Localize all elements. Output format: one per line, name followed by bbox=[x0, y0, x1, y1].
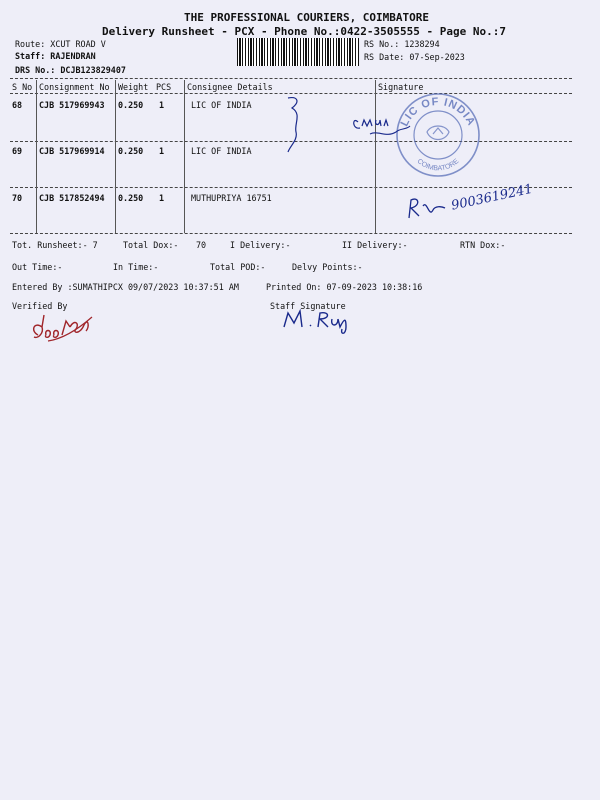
drs-number: DRS No.: DCJB123829407 bbox=[15, 65, 126, 75]
col-header-consignee: Consignee Details bbox=[187, 82, 273, 92]
total-pod: Total POD:- bbox=[210, 262, 266, 272]
rs-number: RS No.: 1238294 bbox=[364, 39, 440, 49]
table-row-sno: 68 bbox=[12, 100, 23, 110]
document-title: THE PROFESSIONAL COURIERS, COIMBATORE bbox=[184, 11, 430, 24]
stamp-top-text: LIC OF INDIA bbox=[398, 95, 478, 129]
table-row-consignment: CJB 517852494 bbox=[39, 193, 105, 203]
ii-delivery: II Delivery:- bbox=[342, 240, 408, 250]
column-separator bbox=[375, 80, 376, 233]
out-time: Out Time:- bbox=[12, 262, 63, 272]
route-label: Route: XCUT ROAD V bbox=[15, 39, 106, 49]
tot-runsheet: Tot. Runsheet:- 7 bbox=[12, 240, 98, 250]
verified-by-label: Verified By bbox=[12, 301, 68, 311]
staff-signature bbox=[280, 305, 360, 335]
stamp-bottom-text: COIMBATORE bbox=[415, 157, 461, 173]
document-subtitle: Delivery Runsheet - PCX - Phone No.:0422-3505555 - Page No.:7 bbox=[102, 25, 506, 38]
printed-on: Printed On: 07-09-2023 10:38:16 bbox=[266, 282, 423, 292]
table-row-pcs: 1 bbox=[159, 100, 165, 110]
total-dox-label: Total Dox:- bbox=[123, 240, 179, 250]
col-header-sno: S No bbox=[12, 82, 33, 92]
table-row-consignment: CJB 517969914 bbox=[39, 146, 105, 156]
column-separator bbox=[36, 80, 37, 233]
table-row-weight: 0.250 bbox=[118, 100, 144, 110]
rs-date: RS Date: 07-Sep-2023 bbox=[364, 52, 465, 62]
table-row-sno: 69 bbox=[12, 146, 23, 156]
table-bottom-rule bbox=[10, 233, 572, 234]
table-row-sno: 70 bbox=[12, 193, 23, 203]
table-row-consignee: MUTHUPRIYA 16751 bbox=[191, 193, 272, 203]
total-dox-value: 70 bbox=[196, 240, 207, 250]
row-divider bbox=[10, 187, 572, 188]
handwritten-signature bbox=[403, 192, 448, 224]
col-header-pcs: PCS bbox=[156, 82, 172, 92]
pen-bracket-mark bbox=[284, 94, 308, 156]
col-header-consignment: Consignment No bbox=[39, 82, 110, 92]
staff-label: Staff: RAJENDRAN bbox=[15, 51, 96, 61]
rtn-dox: RTN Dox:- bbox=[460, 240, 506, 250]
staff-signature-label: Staff Signature bbox=[270, 301, 346, 311]
table-row-weight: 0.250 bbox=[118, 193, 144, 203]
table-top-rule bbox=[10, 78, 572, 79]
column-separator bbox=[115, 80, 116, 233]
col-header-signature: Signature bbox=[378, 82, 424, 92]
table-row-weight: 0.250 bbox=[118, 146, 144, 156]
entered-by: Entered By :SUMATHIPCX 09/07/2023 10:37:51 AM bbox=[12, 282, 239, 292]
barcode-image bbox=[237, 38, 359, 66]
table-row-pcs: 1 bbox=[159, 193, 165, 203]
table-row-consignment: CJB 517969943 bbox=[39, 100, 105, 110]
handwritten-signature bbox=[350, 108, 420, 138]
col-header-weight: Weight bbox=[118, 82, 149, 92]
column-separator bbox=[184, 80, 185, 233]
verified-signature bbox=[28, 305, 104, 347]
table-row-pcs: 1 bbox=[159, 146, 165, 156]
table-row-consignee: LIC OF INDIA bbox=[191, 100, 252, 110]
delvy-points: Delvy Points:- bbox=[292, 262, 363, 272]
table-row-consignee: LIC OF INDIA bbox=[191, 146, 252, 156]
in-time: In Time:- bbox=[113, 262, 159, 272]
handwritten-phone: 9003619241 bbox=[450, 181, 535, 214]
i-delivery: I Delivery:- bbox=[230, 240, 291, 250]
